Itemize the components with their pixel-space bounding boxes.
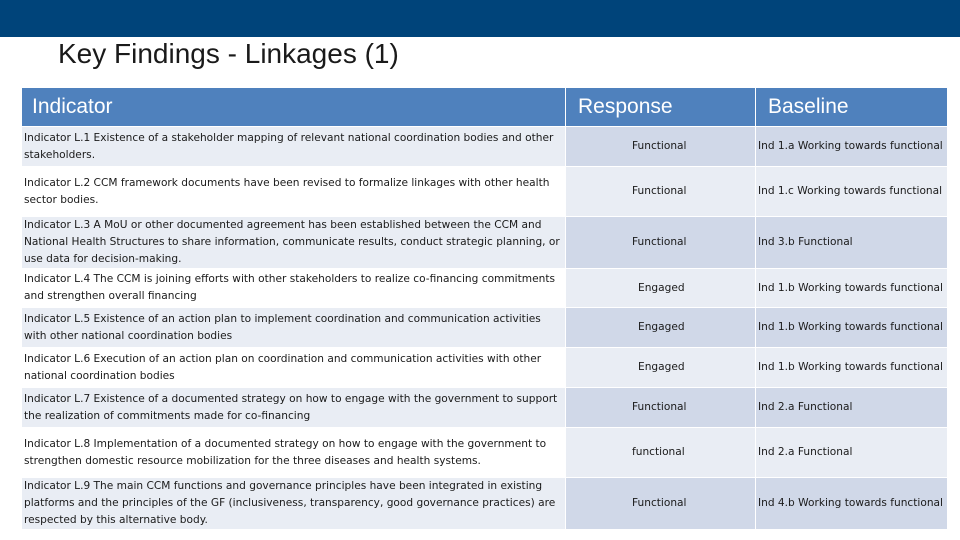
indicator-cell: Indicator L.9 The main CCM functions and governance principles have been integrated in existing platforms and the principles of the GF (inclusiveness, transparency, good governance practices) are respected by this alternative body. <box>22 478 566 530</box>
baseline-cell: Ind 1.b Working towards functional <box>756 269 948 308</box>
response-cell <box>566 308 756 348</box>
baseline-cell: Ind 2.a Functional <box>756 388 948 428</box>
response-value: Functional <box>632 401 687 413</box>
baseline-cell: Ind 3.b Functional <box>756 217 948 269</box>
top-banner <box>0 0 960 37</box>
response-value: Functional <box>632 497 687 509</box>
header-indicator: Indicator <box>22 88 566 127</box>
response-cell <box>566 348 756 388</box>
indicator-cell: Indicator L.7 Existence of a documented strategy on how to engage with the government to support the realization of commitments made for co-financing <box>22 388 566 428</box>
baseline-cell: Ind 2.a Functional <box>756 428 948 478</box>
baseline-cell: Ind 1.a Working towards functional <box>756 127 948 167</box>
table-row <box>22 348 948 388</box>
response-value: Functional <box>632 185 687 197</box>
response-value: Engaged <box>638 281 685 294</box>
response-value: Functional <box>632 236 687 248</box>
baseline-cell: Ind 1.c Working towards functional <box>756 167 948 217</box>
response-value: Engaged <box>638 321 685 333</box>
response-cell <box>566 217 756 269</box>
indicator-cell: Indicator L.2 CCM framework documents have been revised to formalize linkages with other health sector bodies. <box>22 167 566 217</box>
response-cell <box>566 478 756 530</box>
table-row <box>22 428 948 478</box>
indicator-cell: Indicator L.1 Existence of a stakeholder mapping of relevant national coordination bodies and other stakeholders. <box>22 127 566 167</box>
response-cell <box>566 167 756 217</box>
findings-table <box>21 87 948 530</box>
header-baseline: Baseline <box>756 88 948 127</box>
table-row <box>22 127 948 167</box>
indicator-cell: Indicator L.5 Existence of an action plan to implement coordination and communication activities with other national coordination bodies <box>22 308 566 348</box>
table-row <box>22 388 948 428</box>
response-value: Engaged <box>638 361 685 373</box>
indicator-cell: Indicator L.3 A MoU or other documented agreement has been established between the CCM and National Health Structures to share information, communicate results, conduct strategic planning, or use data for decision-making. <box>22 217 566 269</box>
baseline-cell: Ind 4.b Working towards functional <box>756 478 948 530</box>
table-row <box>22 217 948 269</box>
baseline-cell: Ind 1.b Working towards functional <box>756 348 948 388</box>
response-cell <box>566 388 756 428</box>
table-row <box>22 308 948 348</box>
response-value: functional <box>632 446 685 458</box>
response-value: Functional <box>632 140 687 152</box>
header-response: Response <box>566 88 756 127</box>
indicator-cell: Indicator L.8 Implementation of a documented strategy on how to engage with the government to strengthen domestic resource mobilization for the three diseases and health systems. <box>22 428 566 478</box>
indicator-cell: Indicator L.4 The CCM is joining efforts with other stakeholders to realize co-financing commitments and strengthen overall financing <box>22 269 566 308</box>
table-row <box>22 167 948 217</box>
baseline-cell: Ind 1.b Working towards functional <box>756 308 948 348</box>
response-cell <box>566 428 756 478</box>
indicator-cell: Indicator L.6 Execution of an action plan on coordination and communication activities with other national coordination bodies <box>22 348 566 388</box>
response-cell <box>566 127 756 167</box>
response-cell <box>566 269 756 308</box>
slide-title: Key Findings - Linkages (1) <box>58 38 399 69</box>
header-row <box>22 88 948 127</box>
table-row <box>22 478 948 530</box>
table-row <box>22 269 948 308</box>
